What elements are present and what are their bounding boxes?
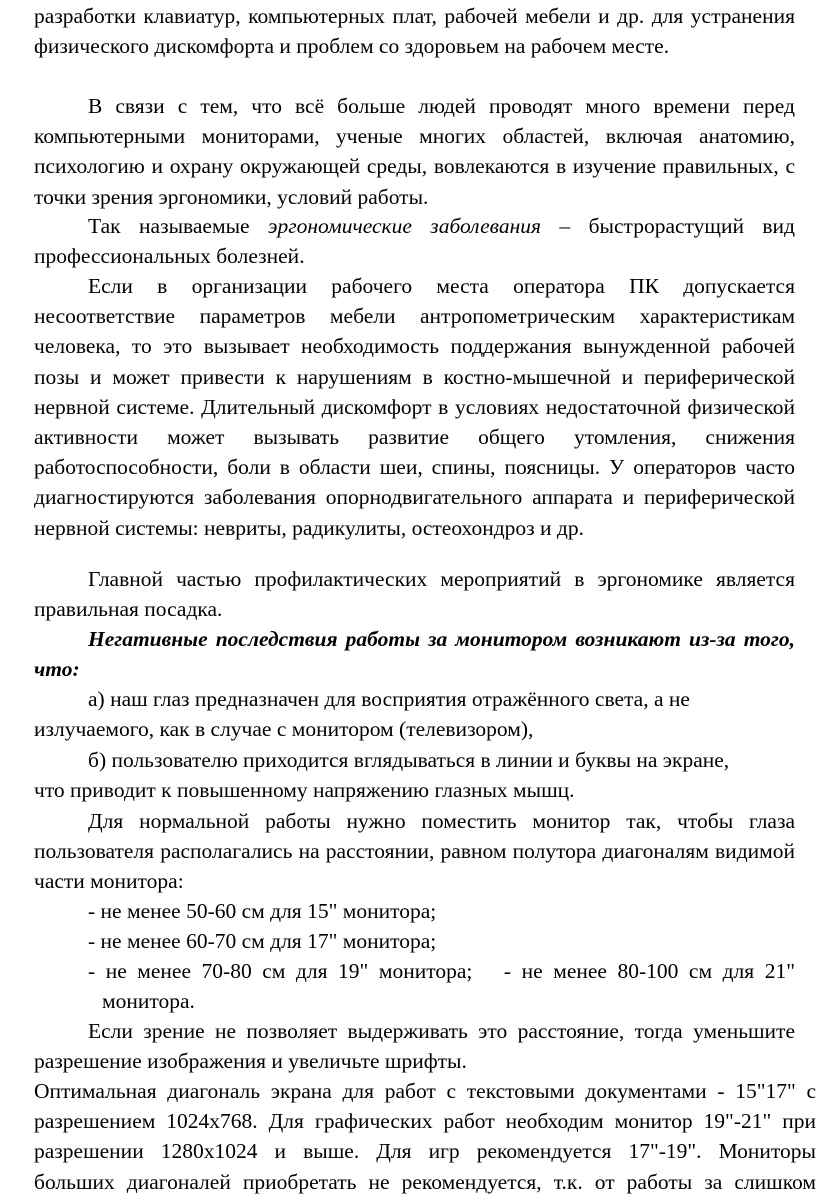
- list-item-b-cont: что приводит к повышенному напряжению глазных мышц.: [34, 778, 575, 802]
- section-heading: Негативные последствия работы за монитором возникают из-за того, что:: [34, 627, 795, 682]
- paragraph-line: больших диагоналей приобретать не рекомендуется, т.к. от работы за слишком: [34, 1169, 816, 1194]
- paragraph-prevention: Главной частью профилактических мероприятий в эргономике является правильная посадка.: [34, 567, 795, 622]
- paragraph-text: Так называемые: [88, 214, 269, 238]
- paragraph-diagonal: [34, 1076, 816, 1195]
- paragraph-eye-time: В связи с тем, что всё больше людей проводят много времени перед компьютерными мониторами, ученые многих областей, включая анатомию, психологию и охрану окружающей среды, вовлекаются в изучение правильных, с точки зрения эргономики, условий работы.: [34, 94, 795, 209]
- paragraph-line: Оптимальная диагональ экрана для работ с текстовыми документами - 15"17" с: [34, 1079, 816, 1103]
- list-item-a-cont: излучаемого, как в случае с монитором (телевизором),: [34, 717, 534, 741]
- paragraph-line: разрешением 1024x768. Для графических работ необходим монитор 19"-21" при: [34, 1109, 816, 1134]
- distance-item-cont: монитора.: [102, 989, 195, 1013]
- emphasis-term: эргономические заболевания: [268, 214, 541, 238]
- paragraph-text: – быстрорастущий вид профессиональных болезней.: [34, 214, 796, 269]
- list-item-b: б) пользователю приходится вглядываться в линии и буквы на экране,: [88, 748, 730, 772]
- paragraph-workplace: Если в организации рабочего места оператора ПК допускается несоответствие параметров мебели антропометрическим характеристикам человека, то это вызывает необходимость поддержания вынужденной рабочей позы и может привести к нарушениям в костно-мышечной и периферической нервной системе. Длительный дискомфорт в условиях недостаточной физической активности может вызывать развитие общего утомления, снижения работоспособности, боли в области шеи, спины, поясницы. У операторов часто диагностируются заболевания опорнодвигательного аппарата и периферической нервной системы: невриты, радикулиты, остеохондроз и др.: [34, 274, 795, 540]
- list-item-a: а) наш глаз предназначен для восприятия отражённого света, а не: [88, 687, 690, 711]
- paragraph-continuation: разработки клавиатур, компьютерных плат, рабочей мебели и др. для устранения физического дискомфорта и проблем со здоровьем на рабочем месте.: [34, 4, 795, 59]
- paragraph-ergonomic-diseases: [34, 211, 795, 271]
- paragraph-resolution: Если зрение не позволяет выдерживать это расстояние, тогда уменьшите разрешение изображения и увеличьте шрифты.: [34, 1019, 795, 1074]
- distance-item-17: - не менее 60-70 см для 17" монитора;: [88, 929, 437, 953]
- distance-item-19-21: - не менее 70-80 см для 19" монитора; - не менее 80-100 см для 21": [88, 959, 795, 983]
- paragraph-line: разрешении 1280x1024 и выше. Для игр рекомендуется 17"-19". Мониторы: [34, 1139, 816, 1164]
- distance-item-15: - не менее 50-60 см для 15" монитора;: [88, 899, 437, 923]
- paragraph-distance: Для нормальной работы нужно поместить монитор так, чтобы глаза пользователя располагались на расстоянии, равном полутора диагоналям видимой части монитора:: [34, 809, 795, 894]
